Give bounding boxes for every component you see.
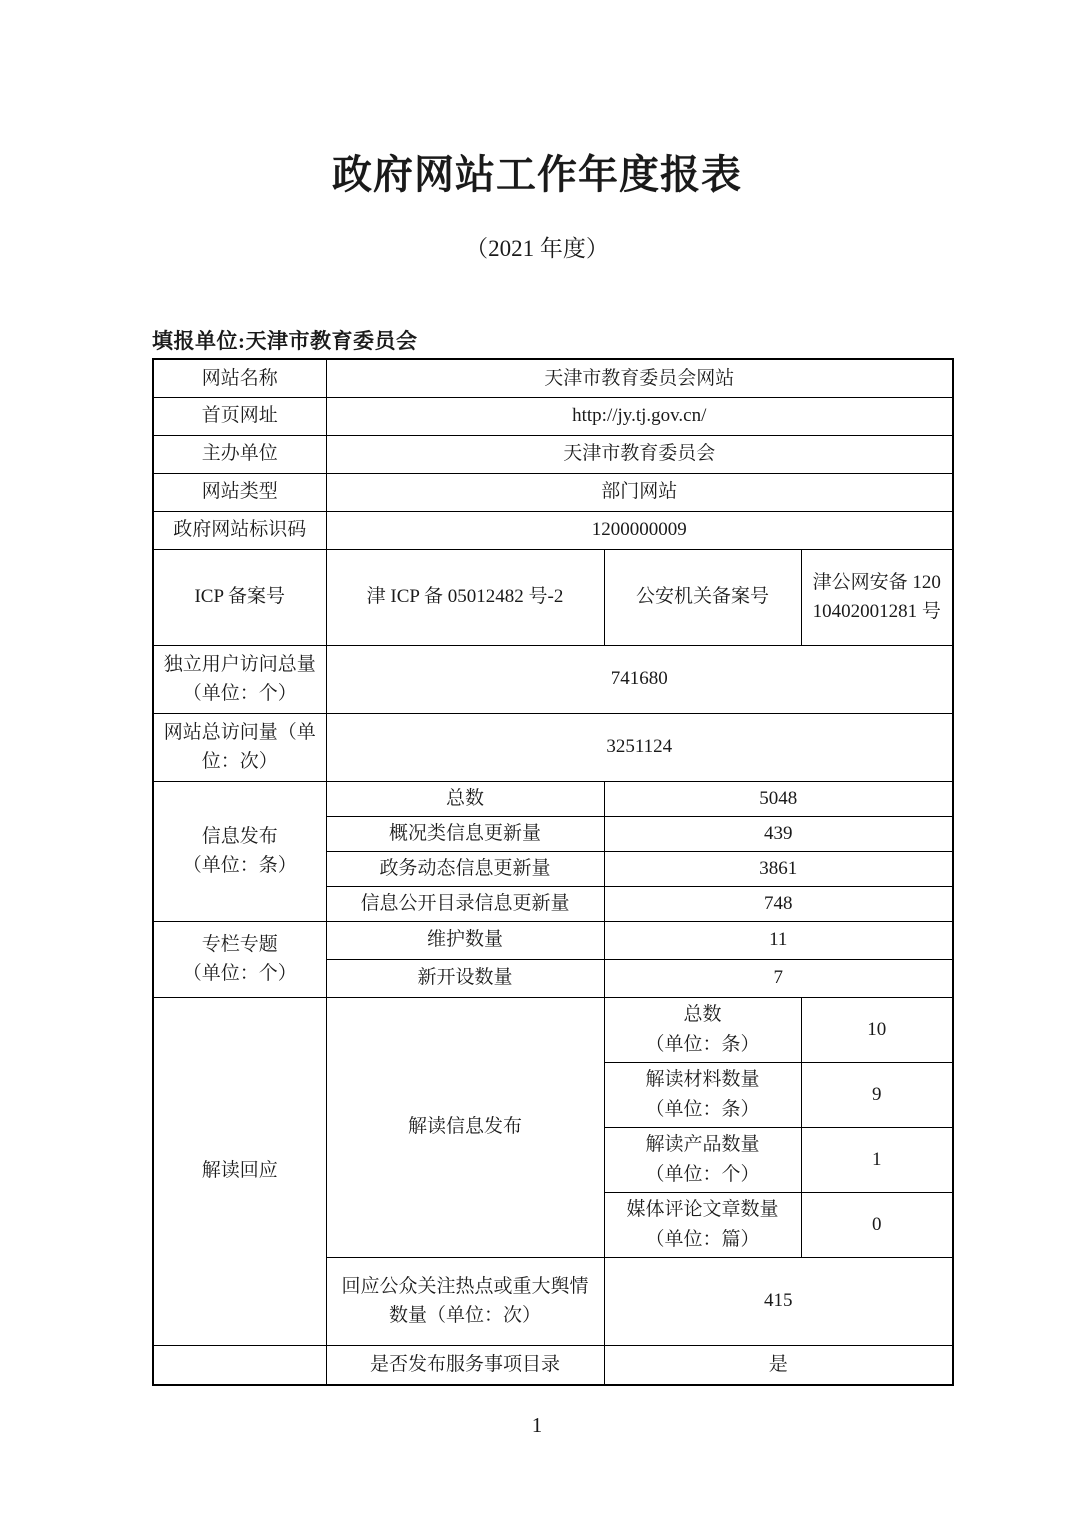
interpretation-item-unit: （单位：条） [645,1098,760,1120]
table-row [153,645,953,713]
organizer-label: 主办单位 [153,435,326,473]
total-visits-value: 3251124 [326,713,953,781]
icp-value: 津 ICP 备 05012482 号-2 [326,549,604,645]
annual-report-table [152,358,954,1386]
service-catalog-value: 是 [604,1345,953,1385]
interpretation-item-label [604,1062,801,1127]
table-row [153,921,953,959]
special-columns-item-label: 新开设数量 [326,959,604,997]
interpretation-item-title: 解读产品数量 [645,1134,760,1156]
table-row [153,997,953,1062]
info-publish-item-value: 3861 [604,851,953,886]
table-row [153,549,953,645]
special-columns-group-label [153,921,326,997]
interpretation-item-title: 媒体评论文章数量 [626,1199,779,1221]
homepage-url-label: 首页网址 [153,397,326,435]
special-columns-item-label: 维护数量 [326,921,604,959]
empty-cell [153,1345,326,1385]
page-number: 1 [531,1413,543,1437]
info-publish-item-value: 439 [604,816,953,851]
document-subtitle: （2021 年度） [465,236,609,261]
total-visits-label: 网站总访问量（单位：次） [153,713,326,781]
interpretation-item-value: 9 [801,1062,953,1127]
interpretation-item-title: 总数 [683,1004,722,1026]
table-row [153,511,953,549]
website-name-label: 网站名称 [153,359,326,397]
table-row [153,359,953,397]
special-columns-title: 专栏专题 [201,933,278,955]
interpretation-item-value: 0 [801,1192,953,1257]
interpretation-item-value: 10 [801,997,953,1062]
hotspot-value: 415 [604,1257,953,1345]
info-publish-item-label: 政务动态信息更新量 [326,851,604,886]
info-publish-item-label: 概况类信息更新量 [326,816,604,851]
website-type-label: 网站类型 [153,473,326,511]
site-code-value: 1200000009 [326,511,953,549]
hotspot-label: 回应公众关注热点或重大舆情数量（单位：次） [326,1257,604,1345]
service-catalog-label: 是否发布服务事项目录 [326,1345,604,1385]
website-type-value: 部门网站 [326,473,953,511]
table-row [153,435,953,473]
interpretation-item-label [604,997,801,1062]
info-publish-group-label [153,781,326,921]
info-publish-item-label: 信息公开目录信息更新量 [326,886,604,921]
interpretation-item-title: 解读材料数量 [645,1069,760,1091]
table-row [153,473,953,511]
interpretation-item-unit: （单位：篇） [645,1228,760,1250]
info-publish-item-value: 748 [604,886,953,921]
unique-visitors-label: 独立用户访问总量（单位：个） [153,645,326,713]
organizer-value: 天津市教育委员会 [326,435,953,473]
interpretation-item-unit: （单位：个） [645,1163,760,1185]
website-name-value: 天津市教育委员会网站 [326,359,953,397]
homepage-url-value: http://jy.tj.gov.cn/ [326,397,953,435]
police-record-label: 公安机关备案号 [604,549,801,645]
interpretation-group-label: 解读回应 [153,997,326,1345]
table-row [153,713,953,781]
special-columns-unit: （单位：个） [182,963,297,984]
table-row [153,397,953,435]
info-publish-item-value: 5048 [604,781,953,816]
special-columns-item-value: 7 [604,959,953,997]
icp-label: ICP 备案号 [153,549,326,645]
interpretation-item-label [604,1127,801,1192]
unique-visitors-value: 741680 [326,645,953,713]
document-title: 政府网站工作年度报表 [332,152,742,197]
info-publish-item-label: 总数 [326,781,604,816]
reporting-unit-line: 填报单位:天津市教育委员会 [152,329,418,353]
interpretation-item-label [604,1192,801,1257]
interpretation-item-value: 1 [801,1127,953,1192]
table-row [153,1345,953,1385]
table-row [153,781,953,816]
interpretation-publish-label: 解读信息发布 [326,997,604,1257]
info-publish-title: 信息发布 [201,825,278,847]
police-record-value: 津公网安备 12010402001281 号 [801,549,953,645]
interpretation-item-unit: （单位：条） [645,1033,760,1055]
site-code-label: 政府网站标识码 [153,511,326,549]
special-columns-item-value: 11 [604,921,953,959]
info-publish-unit: （单位：条） [182,855,297,876]
